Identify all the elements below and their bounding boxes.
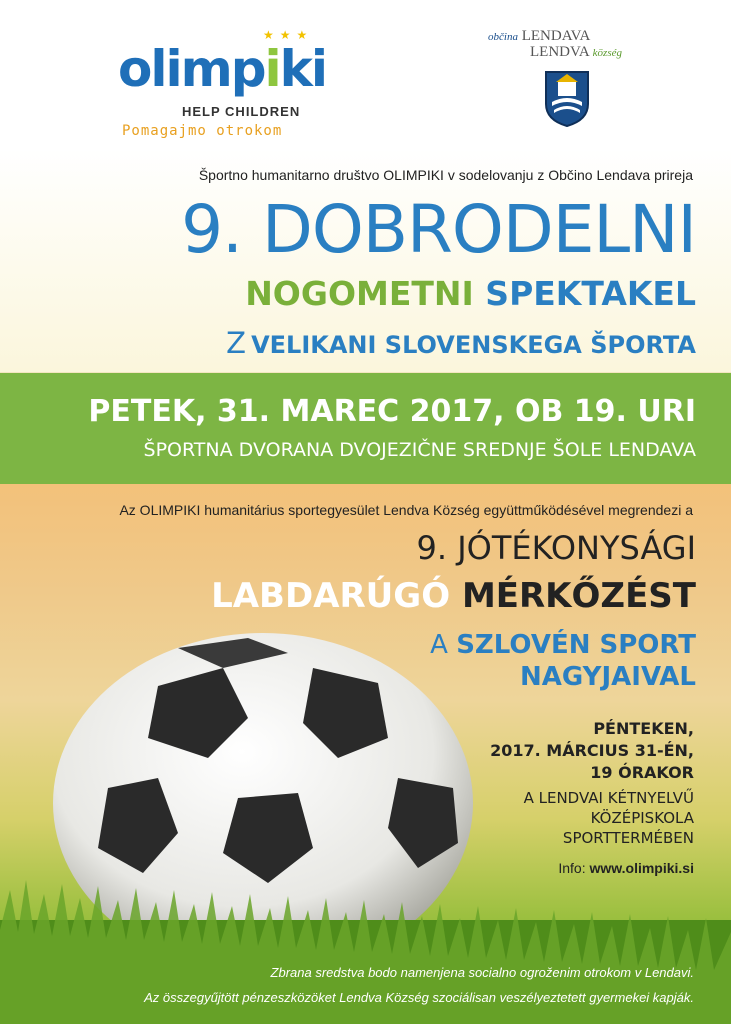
title-guests-slovenian: Z VELIKANI SLOVENSKEGA ŠPORTA <box>226 326 696 360</box>
title-main-hungarian: 9. JÓTÉKONYSÁGI <box>416 529 696 567</box>
title-guests-hungarian: A SZLOVÉN SPORT <box>430 630 696 660</box>
title-guests-line2-hungarian: NAGYJAIVAL <box>520 662 696 692</box>
logo-slogan: Pomagajmo otrokom <box>122 123 283 139</box>
municipality-suffix: község <box>592 47 622 59</box>
logo-stars-icon: ★★★ <box>263 28 314 42</box>
footer-note-hungarian: Az összegyűjtött pénzeszközöket Lendva Község szociálisan veszélyeztetett gyermekei kapják. <box>144 990 694 1005</box>
title-sub-hungarian: LABDARÚGÓ MÉRKŐZÉST <box>211 576 696 616</box>
municipality-logo <box>488 28 648 138</box>
info-line: Info: www.olimpiki.si <box>558 860 694 876</box>
event-date-slovenian: PETEK, 31. MAREC 2017, OB 19. URI <box>88 394 696 429</box>
coat-of-arms-icon <box>544 70 590 128</box>
title-sub-slovenian: NOGOMETNI SPEKTAKEL <box>245 274 696 313</box>
event-venue-hungarian: A LENDVAI KÉTNYELVŰ KÖZÉPISKOLA SPORTTERMÉBEN <box>523 789 694 847</box>
intro-text-slovenian: Športno humanitarno društvo OLIMPIKI v sodelovanju z Občino Lendava prireja <box>198 167 693 183</box>
intro-text-hungarian: Az OLIMPIKI humanitárius sportegyesület Lendva Község együttműködésével megrendezi a <box>119 502 693 518</box>
municipality-name-si: LENDAVA <box>521 28 591 44</box>
website-link[interactable]: www.olimpiki.si <box>589 860 694 876</box>
olimpiki-logo <box>118 30 328 140</box>
event-venue-slovenian: ŠPORTNA DVORANA DVOJEZIČNE SREDNJE ŠOLE LENDAVA <box>143 439 696 461</box>
footer-note-slovenian: Zbrana sredstva bodo namenjena socialno ogroženim otrokom v Lendavi. <box>270 965 694 980</box>
logo-subtitle: HELP CHILDREN <box>182 104 301 119</box>
logo-wordmark: olimpiki <box>118 40 327 98</box>
title-main-slovenian: 9. DOBRODELNI <box>181 191 696 268</box>
municipality-prefix: občina <box>488 31 518 43</box>
event-date-hungarian: PÉNTEKEN, 2017. MÁRCIUS 31-ÉN, 19 ÓRAKOR <box>490 719 694 782</box>
municipality-name-hu: LENDVA <box>530 44 589 60</box>
